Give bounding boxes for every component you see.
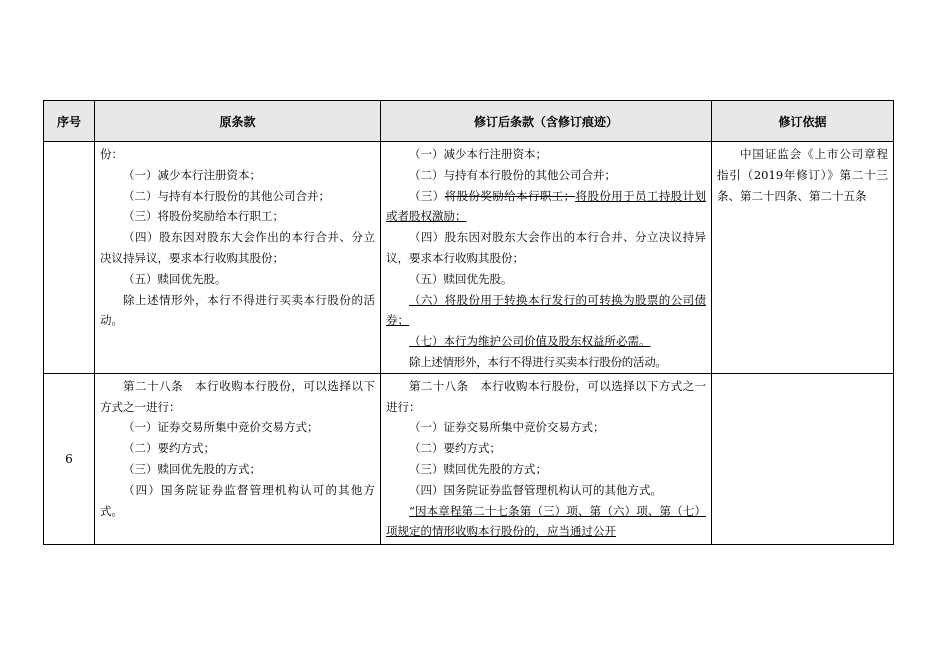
revised-line: 除上述情形外，本行不得进行买卖本行股份的活动。 bbox=[409, 354, 667, 369]
revised-cell bbox=[381, 373, 712, 544]
original-line: （四）国务院证券监督管理机构认可的其他方式。 bbox=[100, 482, 375, 518]
revised-line bbox=[386, 331, 706, 352]
original-line: 第二十八条 本行收购本行股份，可以选择以下方式之一进行： bbox=[100, 378, 375, 414]
header-original: 原条款 bbox=[95, 101, 381, 142]
deleted-text: 将股份奖励给本行职工； bbox=[444, 188, 576, 203]
inserted-text: （七）本行为维护公司价值及股东权益所必需。 bbox=[409, 334, 651, 349]
original-line: 除上述情形外，本行不得进行买卖本行股份的活动。 bbox=[100, 292, 375, 328]
revised-line: （四）股东因对股东大会作出的本行合并、分立决议持异议，要求本行收购其股份； bbox=[386, 230, 706, 265]
seq-cell: 6 bbox=[44, 373, 95, 544]
original-line: （一）证券交易所集中竞价交易方式； bbox=[123, 420, 319, 435]
header-seq: 序号 bbox=[44, 101, 95, 142]
revised-line: 第二十八条 本行收购本行股份，可以选择以下方式之一进行： bbox=[386, 378, 706, 414]
basis-text: 中国证监会《上市公司章程指引（2019年修订）》第二十三条、第二十四条、第二十五条 bbox=[717, 147, 888, 203]
original-line: （四）股东因对股东大会作出的本行合并、分立决议持异议，要求本行收购其股份； bbox=[100, 230, 375, 265]
header-basis: 修订依据 bbox=[712, 101, 894, 142]
original-line: （五）赎回优先股。 bbox=[123, 271, 227, 286]
revised-cell bbox=[381, 142, 712, 374]
revised-line: （二）与持有本行股份的其他公司合并； bbox=[409, 167, 616, 182]
revised-line: （三）赎回优先股的方式； bbox=[409, 461, 547, 476]
original-line: （三）将股份奖励给本行职工； bbox=[123, 209, 284, 224]
header-row bbox=[44, 101, 894, 142]
revised-line: （四）国务院证券监督管理机构认可的其他方式。 bbox=[409, 482, 662, 497]
inserted-text: （六）将股份用于转换本行发行的可转换为股票的公司债券； bbox=[386, 292, 706, 328]
original-line: （一）减少本行注册资本； bbox=[123, 167, 261, 182]
revised-item-prefix: （三） bbox=[409, 188, 445, 203]
seq-cell bbox=[44, 142, 95, 374]
original-line: （三）赎回优先股的方式； bbox=[123, 461, 261, 476]
revised-line: （一）证券交易所集中竞价交易方式； bbox=[409, 420, 605, 435]
basis-cell bbox=[712, 373, 894, 544]
original-cell bbox=[95, 142, 381, 374]
original-line: （二）要约方式； bbox=[123, 441, 215, 456]
revised-line: （一）减少本行注册资本； bbox=[409, 147, 547, 161]
original-line: （二）与持有本行股份的其他公司合并； bbox=[123, 188, 330, 203]
revised-line bbox=[386, 186, 706, 228]
revised-line: （五）赎回优先股。 bbox=[409, 271, 513, 286]
original-line: 份： bbox=[100, 147, 123, 161]
basis-cell bbox=[712, 142, 894, 374]
original-cell bbox=[95, 373, 381, 544]
revised-line bbox=[386, 290, 706, 332]
table-row bbox=[44, 142, 894, 374]
amendment-table bbox=[43, 100, 894, 545]
revised-line: （二）要约方式； bbox=[409, 441, 501, 456]
inserted-text: 将股份用于员工持股计划或者股权激励； bbox=[386, 188, 707, 224]
inserted-text: “因本章程第二十七条第（三）项、第（六）项、第（七）项规定的情形收购本行股份的，应当通过公开 bbox=[386, 503, 706, 539]
header-revised: 修订后条款（含修订痕迹） bbox=[381, 101, 712, 142]
table-row bbox=[44, 373, 894, 544]
